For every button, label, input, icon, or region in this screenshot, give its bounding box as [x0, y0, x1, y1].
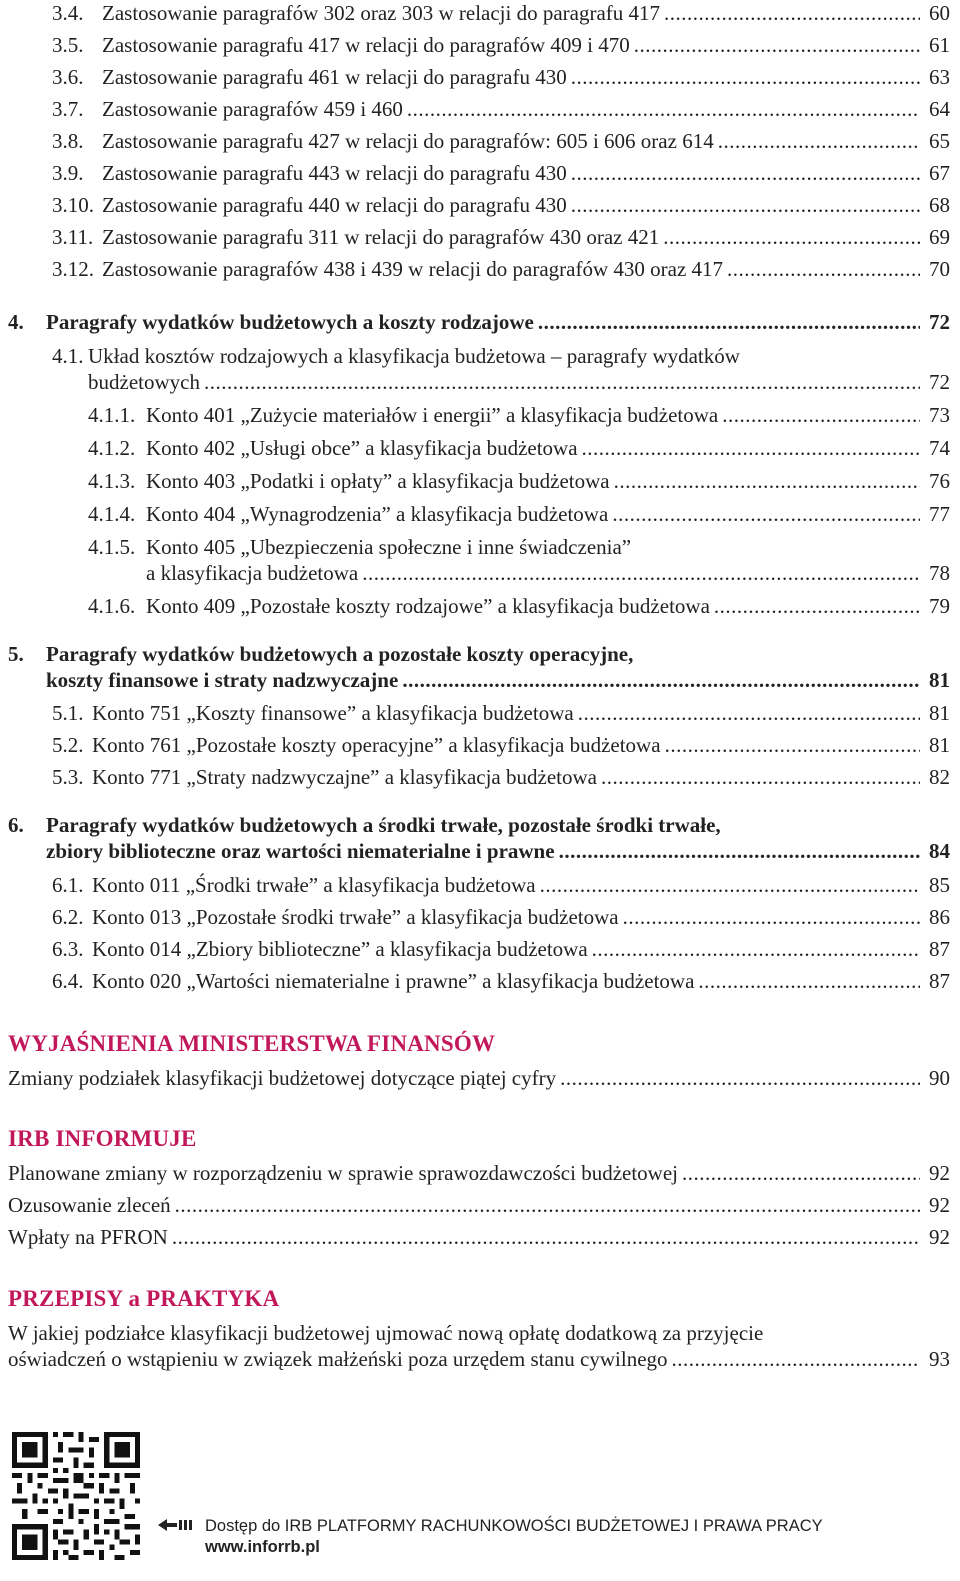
toc-entry-5-2[interactable] — [52, 732, 950, 758]
item-title: Zmiany podziałek klasyfikacji budżetowej dotyczące piątej cyfry — [8, 1066, 557, 1090]
item-title: Planowane zmiany w rozporządzeniu w sprawie sprawozdawczości budżetowej — [8, 1161, 678, 1185]
toc-number: 3.11. — [52, 225, 94, 249]
dot-leader — [718, 128, 920, 154]
toc-title: Zastosowanie paragrafów 438 i 439 w relacji do paragrafów 430 oraz 417 — [102, 257, 724, 281]
toc-title: Konto 401 „Zużycie materiałów i energii” a klasyfikacja budżetowa — [146, 403, 719, 427]
dot-leader — [362, 560, 920, 586]
toc-entry-4-1-3[interactable] — [88, 468, 950, 494]
toc-entry-4-1-2[interactable] — [88, 435, 950, 461]
toc-entry-6-4[interactable] — [52, 968, 950, 994]
toc-title: Konto 020 „Wartości niematerialne i prawne” a klasyfikacja budżetowa — [92, 969, 695, 993]
dot-leader — [601, 764, 920, 790]
dot-leader — [578, 700, 920, 726]
dot-leader — [614, 468, 920, 494]
toc-page: 65 — [929, 129, 950, 153]
toc-number: 5.2. — [52, 733, 84, 757]
toc-entry-3-9[interactable] — [52, 160, 950, 186]
section-item-pp-1[interactable] — [8, 1320, 950, 1372]
website-link[interactable]: www.inforrb.pl — [205, 1538, 320, 1556]
toc-title-continued: koszty finansowe i straty nadzwyczajne — [46, 668, 399, 692]
arrow-left-icon — [158, 1516, 194, 1534]
dot-leader — [592, 936, 920, 962]
dot-leader — [538, 309, 920, 335]
toc-number: 4. — [8, 310, 24, 334]
toc-number: 5. — [8, 642, 24, 666]
toc-entry-6-1[interactable] — [52, 872, 950, 898]
toc-number: 4.1.6. — [88, 594, 136, 618]
toc-title: Paragrafy wydatków budżetowych a środki trwałe, pozostałe środki trwałe, — [46, 813, 721, 837]
toc-number: 4.1.2. — [88, 436, 136, 460]
toc-entry-6-3[interactable] — [52, 936, 950, 962]
toc-number: 3.4. — [52, 1, 84, 25]
toc-title: Zastosowanie paragrafu 417 w relacji do paragrafów 409 i 470 — [102, 33, 630, 57]
toc-title: Zastosowanie paragrafu 461 w relacji do paragrafu 430 — [102, 65, 567, 89]
toc-page: 63 — [929, 65, 950, 89]
toc-entry-3-12[interactable] — [52, 256, 950, 282]
toc-number: 4.1.3. — [88, 469, 136, 493]
item-page: 92 — [929, 1161, 950, 1185]
toc-entry-5-3[interactable] — [52, 764, 950, 790]
toc-number: 6. — [8, 813, 24, 837]
toc-number: 5.1. — [52, 701, 84, 725]
dot-leader — [727, 256, 920, 282]
dot-leader — [175, 1192, 920, 1218]
toc-title: Konto 011 „Środki trwałe” a klasyfikacja budżetowa — [92, 873, 536, 897]
dot-leader — [571, 64, 920, 90]
toc-number: 4.1.4. — [88, 502, 136, 526]
dot-leader — [665, 732, 920, 758]
toc-number: 6.1. — [52, 873, 84, 897]
toc-title-continued: zbiory biblioteczne oraz wartości niematerialne i prawne — [46, 839, 555, 863]
toc-page: 84 — [929, 839, 950, 863]
toc-entry-6-2[interactable] — [52, 904, 950, 930]
dot-leader — [664, 0, 920, 26]
toc-title: Paragrafy wydatków budżetowych a pozostałe koszty operacyjne, — [46, 642, 634, 666]
toc-title: Konto 403 „Podatki i opłaty” a klasyfikacja budżetowa — [146, 469, 610, 493]
dot-leader — [407, 96, 920, 122]
section-item-irb-1[interactable] — [8, 1160, 950, 1186]
toc-number: 4.1. — [52, 344, 84, 368]
toc-page: 81 — [929, 668, 950, 692]
section-item-mf-1[interactable] — [8, 1065, 950, 1091]
dot-leader — [623, 904, 920, 930]
toc-page: 72 — [929, 310, 950, 334]
section-item-irb-3[interactable] — [8, 1224, 950, 1250]
item-title: W jakiej podziałce klasyfikacji budżetowej ujmować nową opłatę dodatkową za przyjęcie — [8, 1321, 764, 1345]
toc-number: 4.1.5. — [88, 535, 136, 559]
toc-number: 3.10. — [52, 193, 94, 217]
item-title: Ozusowanie zleceń — [8, 1193, 171, 1217]
toc-entry-3-11[interactable] — [52, 224, 950, 250]
dot-leader — [698, 968, 920, 994]
toc-title: Konto 405 „Ubezpieczenia społeczne i inne świadczenia” — [146, 535, 632, 559]
section-item-irb-2[interactable] — [8, 1192, 950, 1218]
toc-title-continued: budżetowych — [88, 370, 200, 394]
toc-chapter-5[interactable] — [8, 641, 950, 693]
qr-code-icon[interactable] — [12, 1432, 140, 1560]
toc-title: Zastosowanie paragrafów 459 i 460 — [102, 97, 403, 121]
section-heading-mf: WYJAŚNIENIA MINISTERSTWA FINANSÓW — [8, 1031, 496, 1056]
toc-title: Zastosowanie paragrafu 443 w relacji do paragrafu 430 — [102, 161, 567, 185]
item-page: 92 — [929, 1225, 950, 1249]
dot-leader — [571, 192, 920, 218]
toc-title: Konto 771 „Straty nadzwyczajne” a klasyfikacja budżetowa — [92, 765, 597, 789]
dot-leader — [672, 1346, 920, 1372]
toc-entry-3-10[interactable] — [52, 192, 950, 218]
toc-entry-4-1-6[interactable] — [88, 593, 950, 619]
toc-entry-4-1-5[interactable] — [88, 534, 950, 586]
toc-title: Zastosowanie paragrafu 440 w relacji do paragrafu 430 — [102, 193, 567, 217]
promo-text: Dostęp do IRB PLATFORMY RACHUNKOWOŚCI BUDŻETOWEJ I PRAWA PRACY — [205, 1517, 823, 1535]
item-page: 90 — [929, 1066, 950, 1090]
toc-page: 67 — [929, 161, 950, 185]
toc-page: 79 — [929, 594, 950, 618]
item-page: 93 — [929, 1347, 950, 1371]
toc-number: 3.12. — [52, 257, 94, 281]
toc-entry-4-1[interactable] — [52, 343, 950, 395]
toc-page: 87 — [929, 937, 950, 961]
toc-page: 81 — [929, 701, 950, 725]
toc-entry-3-4[interactable] — [52, 0, 950, 26]
toc-page: 61 — [929, 33, 950, 57]
toc-title: Paragrafy wydatków budżetowych a koszty rodzajowe — [46, 310, 534, 334]
toc-number: 4.1.1. — [88, 403, 136, 427]
toc-page: 86 — [929, 905, 950, 929]
dot-leader — [582, 435, 920, 461]
toc-page: 73 — [929, 403, 950, 427]
toc-page: 76 — [929, 469, 950, 493]
toc-title: Zastosowanie paragrafu 427 w relacji do paragrafów: 605 i 606 oraz 614 — [102, 129, 714, 153]
dot-leader — [612, 501, 920, 527]
toc-number: 3.9. — [52, 161, 84, 185]
toc-title: Konto 013 „Pozostałe środki trwałe” a klasyfikacja budżetowa — [92, 905, 619, 929]
dot-leader — [663, 224, 920, 250]
item-title-continued: oświadczeń o wstąpieniu w związek małżeński poza urzędem stanu cywilnego — [8, 1347, 668, 1371]
dot-leader — [682, 1160, 920, 1186]
toc-page: 78 — [929, 561, 950, 585]
toc-page: 77 — [929, 502, 950, 526]
toc-title: Konto 404 „Wynagrodzenia” a klasyfikacja budżetowa — [146, 502, 609, 526]
dot-leader — [722, 402, 920, 428]
dot-leader — [560, 1065, 920, 1091]
footer-promo — [205, 1517, 823, 1557]
toc-page: 72 — [929, 370, 950, 394]
toc-chapter-6[interactable] — [8, 812, 950, 864]
toc-page: 87 — [929, 969, 950, 993]
toc-title: Zastosowanie paragrafów 302 oraz 303 w relacji do paragrafu 417 — [102, 1, 661, 25]
toc-page: 64 — [929, 97, 950, 121]
toc-title-continued: a klasyfikacja budżetowa — [146, 561, 359, 585]
section-heading-pp: PRZEPISY a PRAKTYKA — [8, 1286, 280, 1311]
item-title: Wpłaty na PFRON — [8, 1225, 168, 1249]
toc-title: Konto 761 „Pozostałe koszty operacyjne” a klasyfikacja budżetowa — [92, 733, 661, 757]
toc-number: 6.3. — [52, 937, 84, 961]
toc-page: 81 — [929, 733, 950, 757]
item-page: 92 — [929, 1193, 950, 1217]
dot-leader — [714, 593, 920, 619]
toc-entry-5-1[interactable] — [52, 700, 950, 726]
toc-chapter-4[interactable] — [8, 309, 950, 335]
toc-title: Zastosowanie paragrafu 311 w relacji do paragrafów 430 oraz 421 — [102, 225, 660, 249]
dot-leader — [172, 1224, 920, 1250]
toc-page: 74 — [929, 436, 950, 460]
toc-title: Układ kosztów rodzajowych a klasyfikacja budżetowa – paragrafy wydatków — [88, 344, 740, 368]
dot-leader — [540, 872, 920, 898]
dot-leader — [204, 369, 920, 395]
section-heading-irb: IRB INFORMUJE — [8, 1126, 197, 1151]
toc-entry-3-7[interactable] — [52, 96, 950, 122]
toc-number: 3.8. — [52, 129, 84, 153]
toc-entry-3-6[interactable] — [52, 64, 950, 90]
toc-page: 70 — [929, 257, 950, 281]
toc-number: 3.6. — [52, 65, 84, 89]
dot-leader — [634, 32, 920, 58]
toc-number: 3.7. — [52, 97, 84, 121]
toc-page: 69 — [929, 225, 950, 249]
toc-page: 85 — [929, 873, 950, 897]
toc-page: 60 — [929, 1, 950, 25]
dot-leader — [571, 160, 920, 186]
toc-number: 6.4. — [52, 969, 84, 993]
toc-title: Konto 409 „Pozostałe koszty rodzajowe” a klasyfikacja budżetowa — [146, 594, 710, 618]
toc-entry-4-1-1[interactable] — [88, 402, 950, 428]
toc-number: 3.5. — [52, 33, 84, 57]
toc-entry-4-1-4[interactable] — [88, 501, 950, 527]
toc-number: 6.2. — [52, 905, 84, 929]
toc-page: 82 — [929, 765, 950, 789]
toc-title: Konto 751 „Koszty finansowe” a klasyfikacja budżetowa — [92, 701, 574, 725]
toc-entry-3-5[interactable] — [52, 32, 950, 58]
toc-page: 68 — [929, 193, 950, 217]
toc-number: 5.3. — [52, 765, 84, 789]
toc-title: Konto 402 „Usługi obce” a klasyfikacja budżetowa — [146, 436, 578, 460]
dot-leader — [402, 667, 920, 693]
toc-title: Konto 014 „Zbiory biblioteczne” a klasyfikacja budżetowa — [92, 937, 588, 961]
dot-leader — [559, 838, 920, 864]
toc-entry-3-8[interactable] — [52, 128, 950, 154]
